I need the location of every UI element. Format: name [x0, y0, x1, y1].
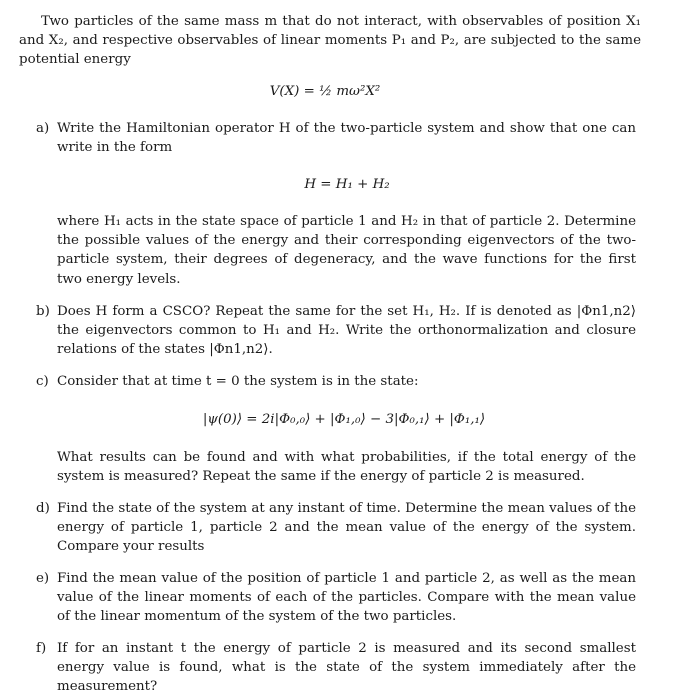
item-e-text: Find the mean value of the position of particle 1 and particle 2, as well as the mean value of the linear moments of each of the particles. Compare with the mean value of the linear momentum of the system of the two particles. [57, 571, 636, 625]
item-c [36, 372, 636, 391]
item-f-text: If for an instant t the energy of particle 2 is measured and its second smallest energy value is found, what is the state of the system immediately after the measurement? [57, 641, 636, 695]
item-d [36, 499, 636, 557]
hamiltonian-equation: H = H₁ + H₂ [304, 177, 390, 192]
item-d-label: d) [36, 501, 50, 516]
item-c-text: Consider that at time t = 0 the system is in the state: [57, 374, 419, 389]
intro-text: Two particles of the same mass m that do not interact, with observables of position X₁ and X₂, and respective observables of linear moments P₁ and P₂, are subjected to the same potential energy [19, 14, 641, 68]
item-c-label: c) [36, 374, 49, 389]
item-a [36, 119, 636, 157]
item-a-continuation: where H₁ acts in the state space of particle 1 and H₂ in that of particle 2. Determine the possible values of the energy and their corresponding eigenvectors of the two-particle system, their degrees of degeneracy, and the wave functions for the first two energy levels. [57, 214, 636, 287]
initial-state-equation: |ψ(0)⟩ = 2i|Φ₀,₀⟩ + |Φ₁,₀⟩ − 3|Φ₀,₁⟩ + |Φ₁,₁⟩ [202, 412, 486, 427]
item-d-text: Find the state of the system at any instant of time. Determine the mean values of the energy of particle 1, particle 2 and the mean value of the energy of the system. Compare your results [57, 501, 636, 555]
item-b-text: Does H form a CSCO? Repeat the same for the set H₁, H₂. If is denoted as |Φn1,n2⟩ the eigenvectors common to H₁ and H₂. Write the orthonormalization and closure relations of the states |Φn1,n2⟩. [57, 304, 636, 358]
item-b-label: b) [36, 304, 50, 319]
item-f [36, 639, 636, 697]
item-b [36, 302, 636, 360]
item-a-text: Write the Hamiltonian operator H of the two-particle system and show that one can write in the form [57, 121, 636, 156]
item-e-label: e) [36, 571, 50, 586]
item-f-label: f) [36, 641, 47, 656]
item-e [36, 569, 636, 627]
potential-equation: V(X) = ½ mω²X² [269, 84, 381, 99]
item-c-continuation: What results can be found and with what probabilities, if the total energy of the system is measured? Repeat the same if the energy of particle 2 is measured. [57, 450, 636, 485]
item-a-label: a) [36, 121, 50, 136]
intro-paragraph [19, 12, 641, 70]
